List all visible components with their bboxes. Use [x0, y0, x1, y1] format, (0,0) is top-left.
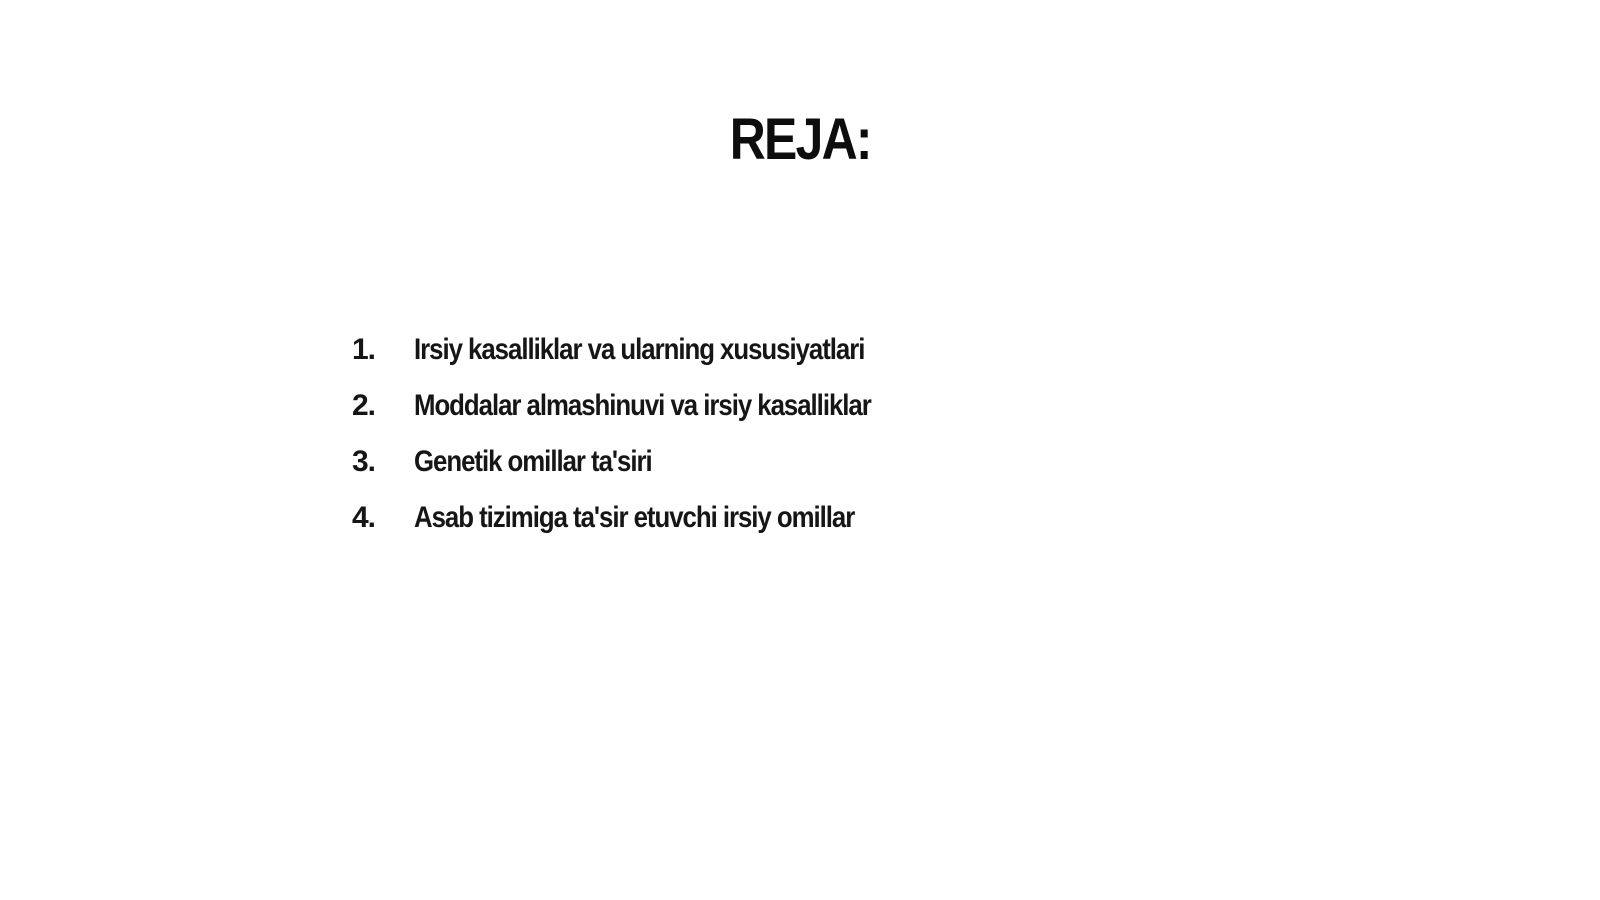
plan-item-text: Irsiy kasalliklar va ularning xususiyatlari — [414, 333, 865, 366]
plan-item-text: Asab tizimiga ta'sir etuvchi irsiy omillar — [414, 501, 855, 534]
slide-title: REJA: — [729, 107, 871, 172]
plan-item-number: 1. — [352, 333, 376, 366]
plan-item-1 — [352, 322, 945, 378]
plan-item-3 — [352, 434, 945, 490]
plan-item-number: 2. — [352, 389, 376, 422]
plan-item-text: Moddalar almashinuvi va irsiy kasalliklar — [414, 389, 871, 422]
plan-item-2 — [352, 378, 945, 434]
plan-item-4 — [352, 490, 945, 546]
plan-item-number: 4. — [352, 501, 376, 534]
plan-item-number: 3. — [352, 445, 376, 478]
plan-item-text: Genetik omillar ta'siri — [414, 445, 652, 478]
plan-list — [352, 322, 945, 546]
